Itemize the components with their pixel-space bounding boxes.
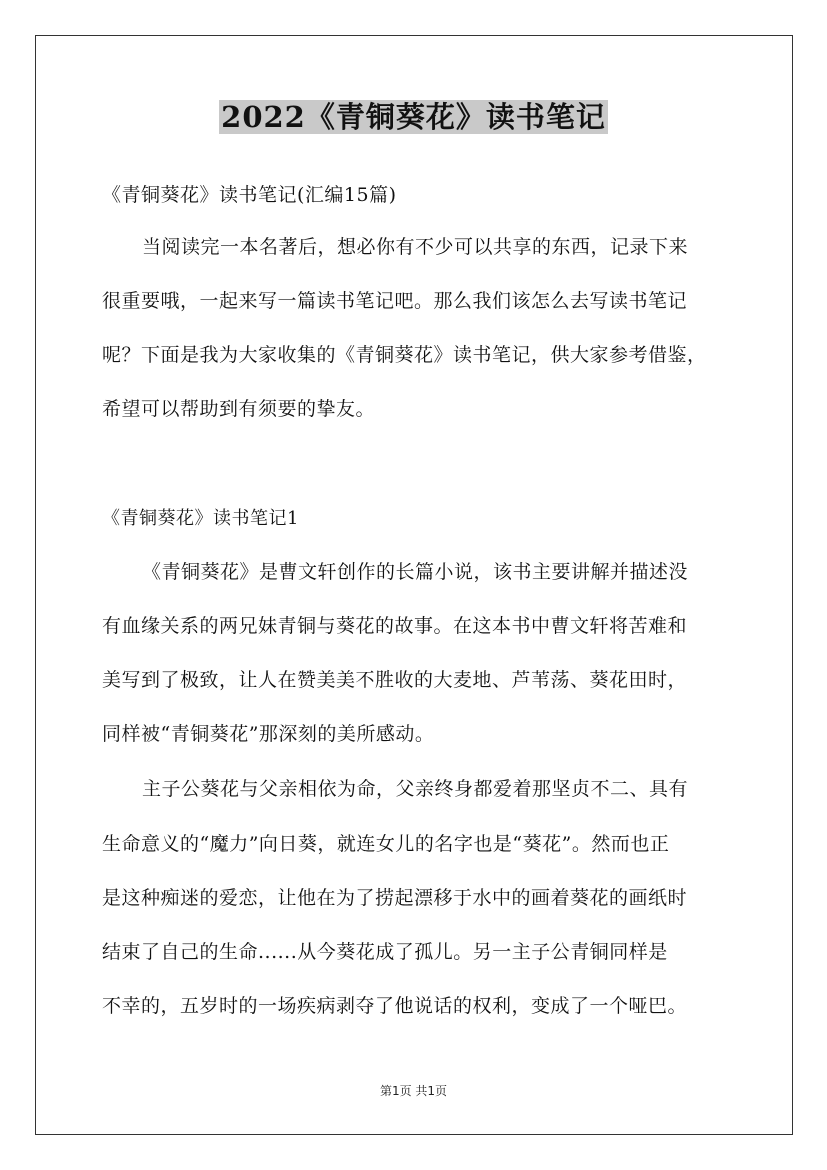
page-footer: 第1页 共1页 xyxy=(379,1084,448,1098)
document-subtitle: 《青铜葵花》读书笔记(汇编15篇) xyxy=(102,184,397,206)
intro-line: 呢？下面是我为大家收集的《青铜葵花》读书笔记，供大家参考借鉴， xyxy=(102,344,707,366)
paragraph-line: 主子公葵花与父亲相依为命，父亲终身都爱着那坚贞不二、具有 xyxy=(142,778,689,800)
paragraph-line: 不幸的，五岁时的一场疾病剥夺了他说话的权利，变成了一个哑巴。 xyxy=(102,995,688,1017)
section-heading: 《青铜葵花》读书笔记1 xyxy=(102,508,299,529)
paragraph-line: 是这种痴迷的爱恋，让他在为了捞起漂移于水中的画着葵花的画纸时 xyxy=(102,887,688,909)
document-title-text: 2022《青铜葵花》读书笔记 xyxy=(221,100,606,134)
intro-line: 希望可以帮助到有须要的挚友。 xyxy=(102,398,376,420)
paragraph-line: 结束了自己的生命......从今葵花成了孤儿。另一主子公青铜同样是 xyxy=(102,941,668,963)
paragraph-line: 美写到了极致，让人在赞美美不胜收的大麦地、芦苇荡、葵花田时， xyxy=(102,669,688,691)
document-title xyxy=(0,96,827,138)
paragraph-line: 《青铜葵花》是曹文轩创作的长篇小说，该书主要讲解并描述没 xyxy=(142,561,689,583)
intro-line: 很重要哦，一起来写一篇读书笔记吧。那么我们该怎么去写读书笔记 xyxy=(102,290,688,312)
paragraph-line: 生命意义的“魔力”向日葵，就连女儿的名字也是“葵花”。然而也正 xyxy=(102,833,670,855)
paragraph-line: 有血缘关系的两兄妹青铜与葵花的故事。在这本书中曹文轩将苦难和 xyxy=(102,615,688,637)
intro-line: 当阅读完一本名著后，想必你有不少可以共享的东西，记录下来 xyxy=(142,236,689,258)
paragraph-line: 同样被“青铜葵花”那深刻的美所感动。 xyxy=(102,723,435,745)
